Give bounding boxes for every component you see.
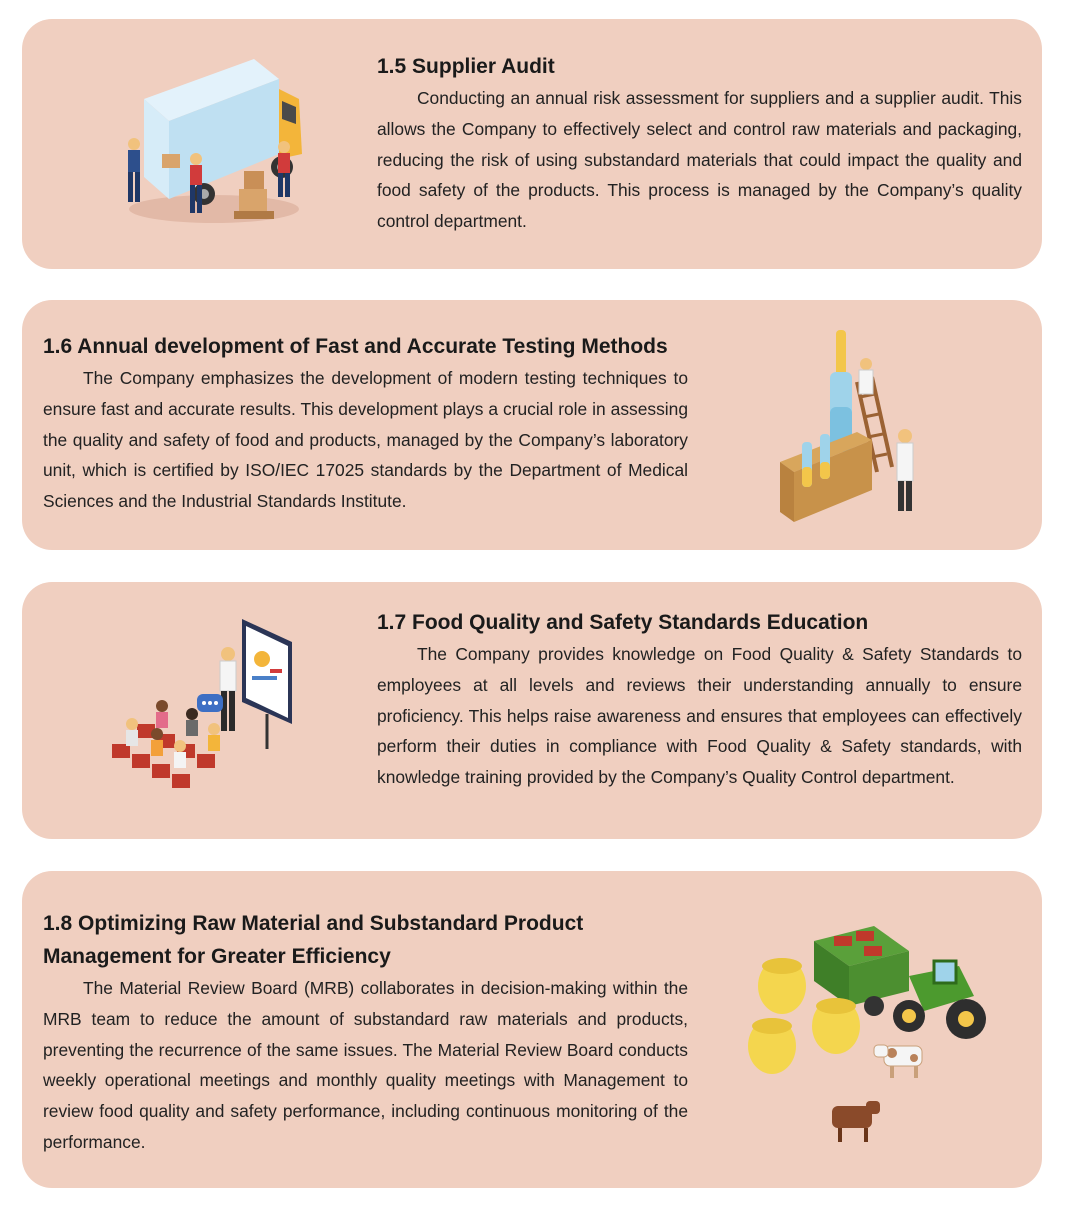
section-heading: 1.5 Supplier Audit	[377, 55, 555, 78]
section-body: The Company emphasizes the development of modern testing techniques to ensure fast and accurate results. This development plays a crucial role in assessing the quality and safety of food and products, managed by the Company’s laboratory unit, which is certified by ISO/IEC 17025 standards by the Department of Medical Sciences and the Industrial Standards Institute.	[43, 368, 688, 512]
laboratory-illustration	[772, 322, 932, 527]
section-card-1-8	[22, 871, 1042, 1188]
section-heading: 1.6 Annual development of Fast and Accurate Testing Methods	[43, 335, 668, 358]
section-card-1-6	[22, 300, 1042, 550]
section-heading: 1.8 Optimizing Raw Material and Substandard Product Management for Greater Efficiency	[43, 912, 584, 968]
section-card-1-7	[22, 582, 1042, 839]
section-card-1-5	[22, 19, 1042, 269]
training-presentation-illustration	[102, 614, 302, 806]
section-body: The Material Review Board (MRB) collaborates in decision-making within the MRB team to reduce the amount of substandard raw materials and products, preventing the recurrence of the same issues. The Material Review Board conducts weekly operational meetings and monthly quality meetings with Management to review food quality and safety performance, including continuous monitoring of the performance.	[43, 978, 688, 1152]
farm-tractor-illustration	[744, 921, 989, 1156]
section-body: Conducting an annual risk assessment for suppliers and a supplier audit. This allows the Company to effectively select and control raw materials and packaging, reducing the risk of using substandard materials that could impact the quality and food safety of the products. This process is managed by the Company’s quality control department.	[377, 88, 1022, 232]
section-body: The Company provides knowledge on Food Quality & Safety Standards to employees at all levels and reviews their understanding annually to ensure proficiency. This helps raise awareness and ensures that employees can effectively perform their duties in compliance with Food Quality & Safety standards, with knowledge training provided by the Company’s Quality Control department.	[377, 644, 1022, 788]
section-heading: 1.7 Food Quality and Safety Standards Education	[377, 611, 869, 634]
delivery-truck-illustration	[104, 59, 309, 239]
